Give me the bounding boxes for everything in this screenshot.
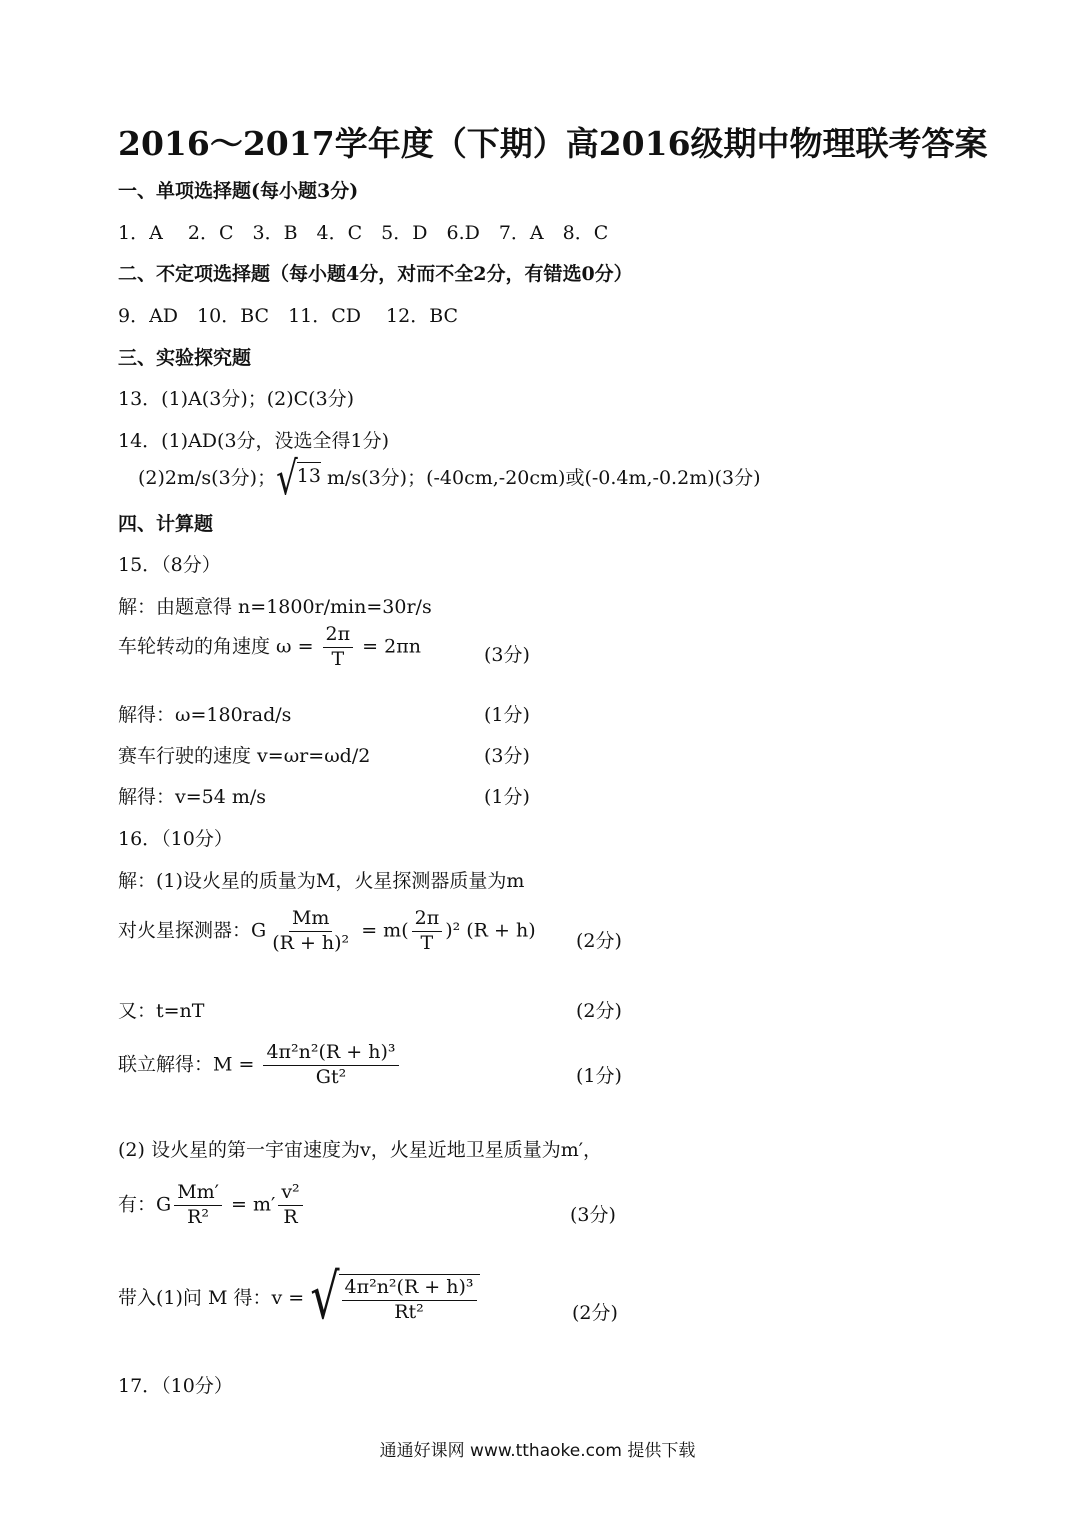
- q16-l4-text: 联立解得：M =: [118, 1053, 261, 1076]
- page-title: 2016～2017学年度（下期）高2016级期中物理联考答案: [118, 124, 988, 163]
- numerator: 2π: [323, 624, 354, 648]
- section-heading-multi-choice: 二、不定项选择题（每小题4分，对而不全2分，有错选0分）: [118, 263, 633, 285]
- denominator: R²: [187, 1205, 210, 1228]
- q15-line4-score: (3分): [484, 745, 530, 767]
- sqrt-symbol: √ 13: [276, 452, 321, 506]
- fraction: [263, 1042, 398, 1089]
- sqrt-value: 13: [297, 462, 321, 496]
- q15-line3-score: (1分): [484, 704, 530, 726]
- q17-heading: 17．（10分）: [118, 1375, 233, 1397]
- denominator: (R + h)²: [272, 931, 350, 954]
- q15-l2-tail: = 2πn: [356, 635, 421, 658]
- q16-line2-score: (2分): [576, 930, 622, 952]
- q15-line1: 解：由题意得 n=1800r/min=30r/s: [118, 596, 432, 618]
- section-heading-calculation: 四、计算题: [118, 513, 214, 535]
- q16-line6-score: (3分): [570, 1204, 616, 1226]
- q16-l6-text: 有：G: [118, 1193, 172, 1216]
- q16-line1: 解：(1)设火星的质量为M，火星探测器质量为m: [118, 870, 525, 892]
- q15-heading: 15．（8分）: [118, 554, 221, 576]
- q14-text-b: m/s(3分)；(-40cm,-20cm)或(-0.4m,-0.2m)(3分): [320, 467, 761, 489]
- q16-line4: [118, 1042, 402, 1089]
- q16-line3-score: (2分): [576, 1000, 622, 1022]
- section-heading-experiment: 三、实验探究题: [118, 347, 252, 369]
- q16-line7-score: (2分): [572, 1302, 618, 1324]
- q15-line5-score: (1分): [484, 786, 530, 808]
- q16-line4-score: (1分): [576, 1065, 622, 1087]
- numerator: Mm: [289, 908, 332, 932]
- q16-l2-text: 对火星探测器：G: [118, 919, 267, 942]
- q16-l2-tail: )² (R + h): [445, 919, 536, 942]
- answer-q13: 13．(1)A(3分)；(2)C(3分): [118, 388, 355, 410]
- numerator: 4π²n²(R + h)³: [263, 1042, 398, 1066]
- q16-line3: 又：t=nT: [118, 1000, 205, 1022]
- q16-heading: 16．（10分）: [118, 828, 233, 850]
- denominator: Gt²: [315, 1065, 347, 1088]
- q15-line4: 赛车行驶的速度 v=ωr=ωd/2: [118, 745, 371, 767]
- answer-q14-part1: 14．(1)AD(3分，没选全得1分): [118, 430, 390, 452]
- single-choice-answers: 1．A 2．C 3．B 4．C 5．D 6.D 7．A 8．C: [118, 222, 609, 244]
- denominator: T: [331, 647, 345, 670]
- sqrt-symbol: √ $\frac{\text{4π²n²(R + h)³}}{\text{Rt²}}$: [310, 1274, 479, 1324]
- q16-line7: [118, 1259, 480, 1333]
- answer-q14-part2: [138, 452, 761, 506]
- denominator: Rt²: [394, 1300, 424, 1323]
- q15-l2-text: 车轮转动的角速度 ω =: [118, 635, 320, 658]
- numerator: v²: [278, 1182, 302, 1206]
- denominator: T: [420, 931, 434, 954]
- q15-line5: 解得：v=54 m/s: [118, 786, 267, 808]
- multi-choice-answers: 9．AD 10．BC 11．CD 12．BC: [118, 305, 459, 327]
- q16-line2: [118, 908, 536, 955]
- q16-line5: (2) 设火星的第一宇宙速度为v，火星近地卫星质量为m′，: [118, 1139, 603, 1161]
- fraction: [412, 908, 443, 955]
- section-heading-single-choice: 一、单项选择题(每小题3分): [118, 180, 359, 202]
- fraction: [278, 1182, 302, 1229]
- fraction: [323, 624, 354, 671]
- fraction: [342, 1277, 477, 1324]
- footer-source: 通通好课网 www.tthaoke.com 提供下载: [379, 1441, 696, 1461]
- q16-l7-text: 带入(1)问 M 得：v =: [118, 1286, 311, 1309]
- numerator: Mm′: [174, 1182, 222, 1206]
- fraction: [269, 908, 352, 955]
- q16-l6-mid: = m′: [224, 1193, 276, 1216]
- q15-line3: 解得：ω=180rad/s: [118, 704, 292, 726]
- q15-line2: [118, 624, 421, 671]
- numerator: 4π²n²(R + h)³: [342, 1277, 477, 1301]
- q14-text-a: (2)2m/s(3分)；: [138, 467, 277, 489]
- q16-line6: [118, 1182, 306, 1229]
- q16-l2-mid: = m(: [355, 919, 409, 942]
- q15-line2-score: (3分): [484, 644, 530, 666]
- numerator: 2π: [412, 908, 443, 932]
- fraction: [174, 1182, 222, 1229]
- denominator: R: [283, 1205, 298, 1228]
